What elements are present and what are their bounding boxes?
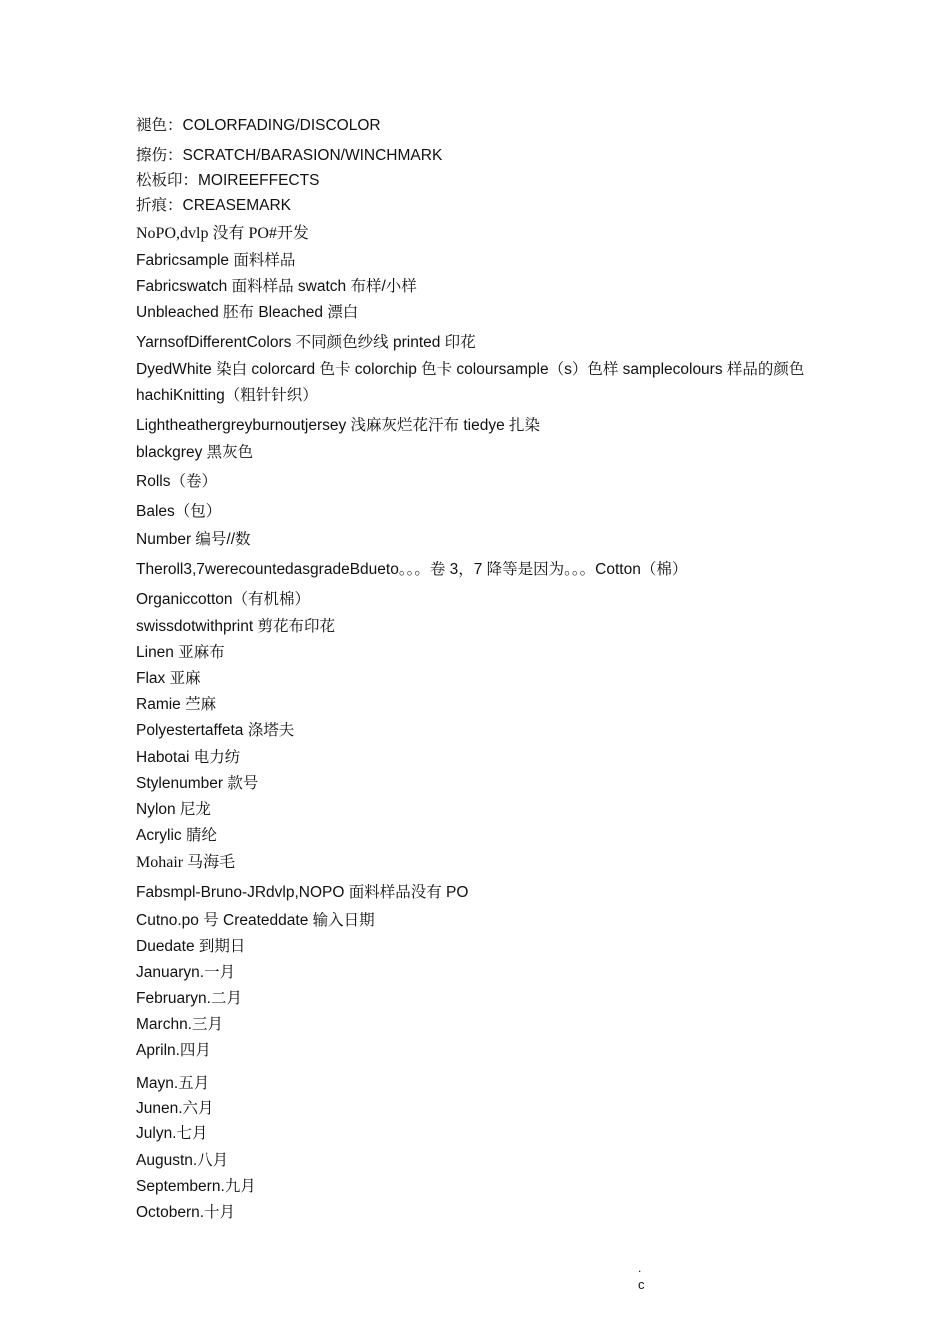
glossary-line: Fabsmpl-Bruno-JRdvlp,NOPO 面料样品没有 PO — [136, 884, 469, 901]
glossary-line: Acrylic 腈纶 — [136, 827, 217, 844]
glossary-line: NoPO,dvlp 没有 PO#开发 — [136, 225, 309, 242]
glossary-line: Organiccotton（有机棉） — [136, 591, 310, 608]
glossary-line: YarnsofDifferentColors 不同颜色纱线 printed 印花 — [136, 334, 476, 351]
glossary-line: Nylon 尼龙 — [136, 801, 211, 818]
glossary-line: Mayn.五月 — [136, 1075, 210, 1092]
glossary-line: swissdotwithprint 剪花布印花 — [136, 618, 335, 635]
glossary-line: Polyestertaffeta 涤塔夫 — [136, 722, 295, 739]
glossary-line: Ramie 苎麻 — [136, 696, 217, 713]
glossary-line: Bales（包） — [136, 503, 222, 520]
glossary-line: Februaryn.二月 — [136, 990, 242, 1007]
glossary-line: Habotai 电力纺 — [136, 749, 241, 766]
glossary-line: Januaryn.一月 — [136, 964, 236, 981]
glossary-line: Octobern.十月 — [136, 1204, 236, 1221]
footer-dot: . — [638, 1261, 642, 1275]
glossary-line: Fabricswatch 面料样品 swatch 布样/小样 — [136, 278, 417, 295]
glossary-line: Unbleached 胚布 Bleached 漂白 — [136, 304, 359, 321]
glossary-line: Marchn.三月 — [136, 1016, 223, 1033]
glossary-line: Fabricsample 面料样品 — [136, 252, 296, 269]
glossary-line: Septembern.九月 — [136, 1178, 256, 1195]
glossary-line: 折痕：CREASEMARK — [136, 197, 292, 214]
glossary-line: Apriln.四月 — [136, 1042, 211, 1059]
glossary-line: Cutno.po 号 Createddate 输入日期 — [136, 912, 375, 929]
glossary-line: blackgrey 黑灰色 — [136, 444, 254, 461]
glossary-line: Linen 亚麻布 — [136, 644, 225, 661]
glossary-line: Mohair 马海毛 — [136, 854, 236, 871]
glossary-line: Rolls（卷） — [136, 473, 217, 490]
footer-letter: c — [638, 1277, 645, 1292]
glossary-line: Duedate 到期日 — [136, 938, 246, 955]
glossary-line: Number 编号//数 — [136, 531, 251, 548]
glossary-line: Julyn.七月 — [136, 1125, 208, 1142]
glossary-line: Theroll3,7werecountedasgradeBdueto。。。卷 3，7 降等是因为。。。Cotton（棉） — [136, 561, 688, 578]
glossary-line: Flax 亚麻 — [136, 670, 201, 687]
glossary-line: 松板印：MOIREEFFECTS — [136, 172, 320, 189]
glossary-line: 擦伤：SCRATCH/BARASION/WINCHMARK — [136, 147, 443, 164]
glossary-line: Junen.六月 — [136, 1100, 214, 1117]
glossary-line: Lightheathergreyburnoutjersey 浅麻灰烂花汗布 tiedye 扎染 — [136, 417, 541, 434]
glossary-line: Augustn.八月 — [136, 1152, 229, 1169]
glossary-line-wrapped: DyedWhite 染白 colorcard 色卡 colorchip 色卡 coloursample（s）色样 samplecolours 样品的颜色 hachiKnitting（粗针针织） — [136, 361, 805, 404]
glossary-line: 褪色：COLORFADING/DISCOLOR — [136, 117, 381, 134]
glossary-line: Stylenumber 款号 — [136, 775, 259, 792]
